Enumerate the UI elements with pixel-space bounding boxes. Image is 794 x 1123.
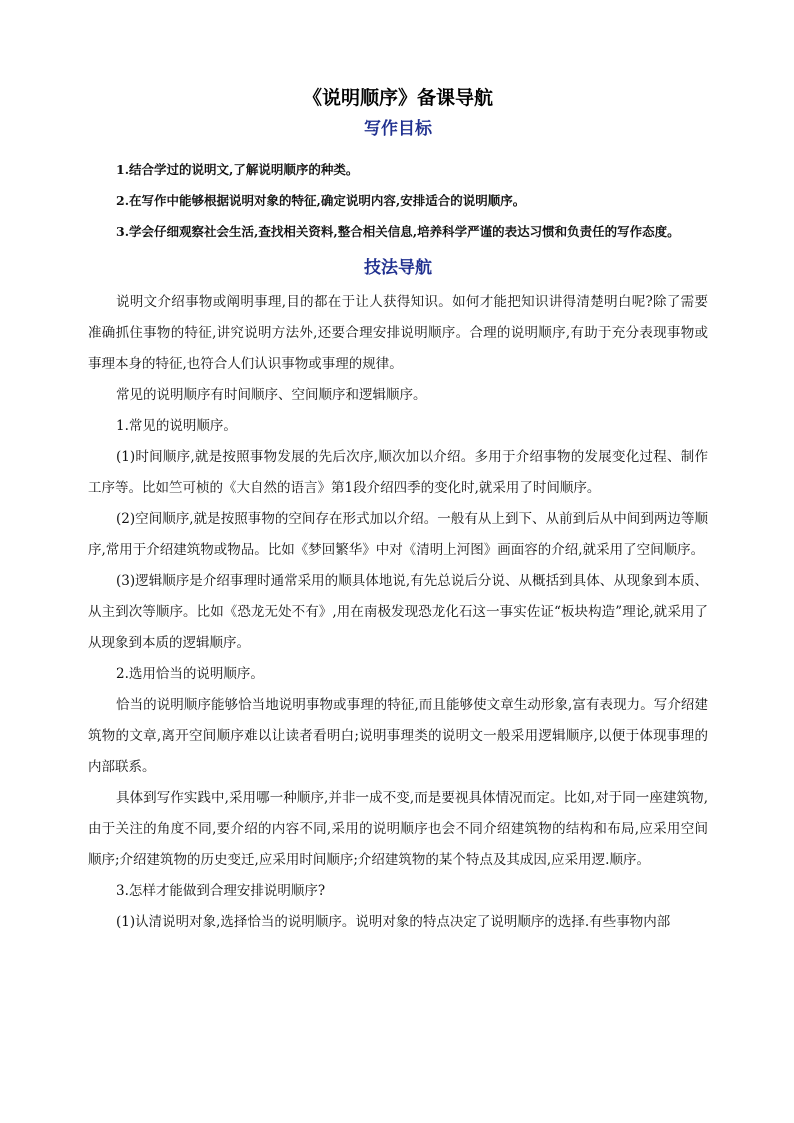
writing-goal-item: 1.结合学过的说明文,了解说明顺序的种类。 [116,162,359,177]
body-paragraph: (3)逻辑顺序是介绍事理时通常采用的顺具体地说,有先总说后分说、从概括到具体、从现象到本质、从主到次等顺序。比如《恐龙无处不有》,用在南极发现恐龙化石这一事实佐证“板块构造”理论,就采用了从现象到本质的逻辑顺序。 [88,573,708,651]
body-paragraph: 常见的说明顺序有时间顺序、空间顺序和逻辑顺序。 [116,387,427,403]
document-page [88,82,708,938]
writing-goal-item: 3.学会仔细观察社会生活,查找相关资料,整合相关信息,培养科学严谨的表达习惯和负责任的写作态度。 [116,224,680,239]
section-heading-technique: 技法导航 [364,258,432,278]
list-heading: 3.怎样才能做到合理安排说明顺序? [116,883,326,899]
list-heading: 1.常见的说明顺序。 [116,418,237,434]
body-paragraph: (2)空间顺序,就是按照事物的空间存在形式加以介绍。一般有从上到下、从前到后从中间到两边等顺序,常用于介绍建筑物或物品。比如《梦回繁华》中对《清明上河图》画面容的介绍,就采用了空间顺序。 [88,511,708,558]
document-title: 《说明顺序》备课导航 [302,87,493,109]
body-paragraph: 恰当的说明顺序能够恰当地说明事物或事理的特征,而且能够使文章生动形象,富有表现力。写介绍建筑物的文章,离开空间顺序难以让读者看明白;说明事理类的说明文一般采用逻辑顺序,以便于体现事理的内部联系。 [88,697,708,775]
body-paragraph: 具体到写作实践中,采用哪一种顺序,并非一成不变,而是要视具体情况而定。比如,对于同一座建筑物,由于关注的角度不同,要介绍的内容不同,采用的说明顺序也会不同介绍建筑物的结构和布局,应采用空间顺序;介绍建筑物的历史变迁,应采用时间顺序;介绍建筑物的某个特点及其成因,应采用逻.顺序。 [88,790,708,868]
body-paragraph: (1)时间顺序,就是按照事物发展的先后次序,顺次加以介绍。多用于介绍事物的发展变化过程、制作工序等。比如竺可桢的《大自然的语言》第1段介绍四季的变化时,就采用了时间顺序。 [88,449,708,496]
section-heading-writing-goals: 写作目标 [364,119,432,139]
body-paragraph: (1)认清说明对象,选择恰当的说明顺序。说明对象的特点决定了说明顺序的选择.有些事物内部 [116,914,671,930]
writing-goals-list [88,154,708,247]
technique-body [88,287,708,938]
writing-goal-item: 2.在写作中能够根据说明对象的特征,确定说明内容,安排适合的说明顺序。 [116,193,526,208]
list-heading: 2.选用恰当的说明顺序。 [116,666,264,682]
body-paragraph: 说明文介绍事物或阐明事理,目的都在于让人获得知识。如何才能把知识讲得清楚明白呢?除了需要准确抓住事物的特征,讲究说明方法外,还要合理安排说明顺序。合理的说明顺序,有助于充分表现事物或事理本身的特征,也符合人们认识事物或事理的规律。 [88,294,708,372]
